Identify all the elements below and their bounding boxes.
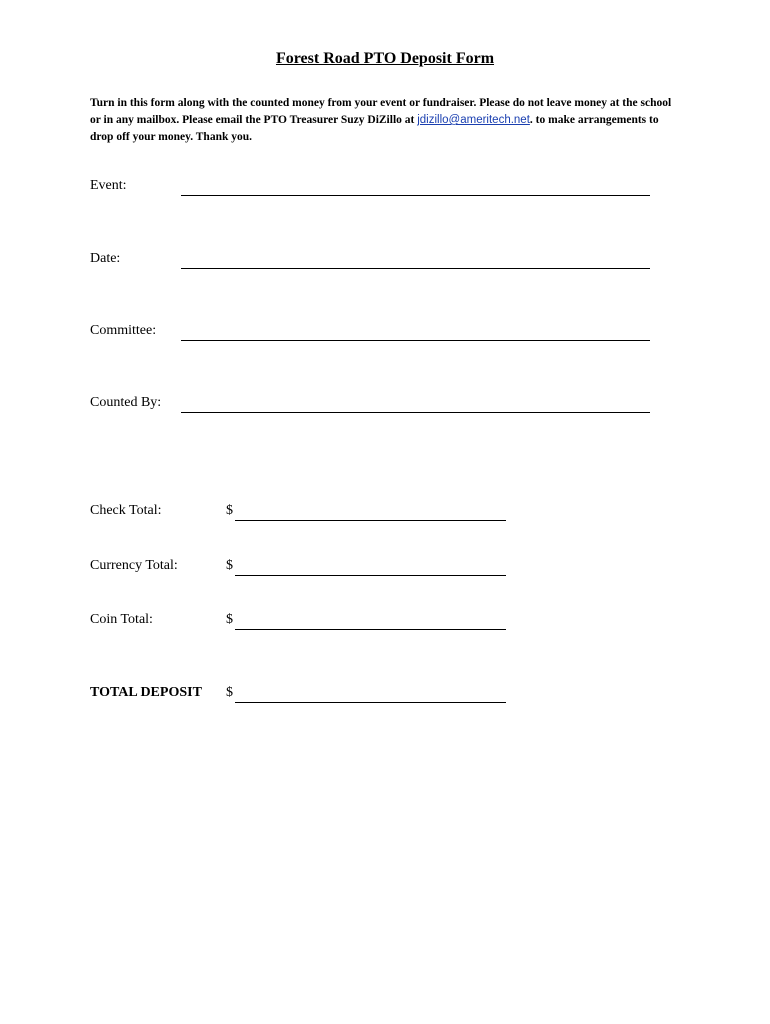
date-input-line[interactable] [181, 268, 650, 269]
date-label: Date: [90, 251, 121, 266]
coin-total-row [90, 608, 510, 630]
date-field-row [90, 247, 650, 269]
total-deposit-input-line[interactable] [235, 702, 506, 703]
coin-total-label: Coin Total: [90, 612, 153, 627]
dollar-sign: $ [226, 612, 233, 627]
committee-input-line[interactable] [181, 340, 650, 341]
instructions-text-end: . to make arrangements to drop off your money. Thank you. [90, 114, 659, 143]
currency-total-row [90, 554, 510, 576]
form-title: Forest Road PTO Deposit Form [275, 50, 495, 67]
total-deposit-row [90, 681, 510, 703]
instructions-text-start: Turn in this form along with the counted money from your event or fundraiser. Please do not leave money at the school or in any mailbox. Please email the PTO Treasurer Suzy DiZillo at [90, 97, 672, 126]
event-label: Event: [90, 178, 127, 193]
committee-label: Committee: [90, 323, 157, 338]
counted-by-input-line[interactable] [181, 412, 650, 413]
check-total-input-line[interactable] [235, 520, 506, 521]
coin-total-input-line[interactable] [235, 629, 506, 630]
counted-by-label: Counted By: [90, 395, 162, 410]
event-input-line[interactable] [181, 195, 650, 196]
total-deposit-label: TOTAL DEPOSIT [90, 685, 202, 700]
committee-field-row [90, 319, 650, 341]
dollar-sign: $ [226, 685, 233, 700]
check-total-label: Check Total: [90, 503, 162, 518]
currency-total-input-line[interactable] [235, 575, 506, 576]
dollar-sign: $ [226, 503, 233, 518]
treasurer-email-link[interactable]: jdizillo@ameritech.net [417, 114, 530, 126]
check-total-row [90, 499, 510, 521]
currency-total-label: Currency Total: [90, 558, 178, 573]
dollar-sign: $ [226, 558, 233, 573]
instructions-paragraph [90, 95, 680, 146]
event-field-row [90, 174, 650, 196]
counted-by-field-row [90, 391, 650, 413]
